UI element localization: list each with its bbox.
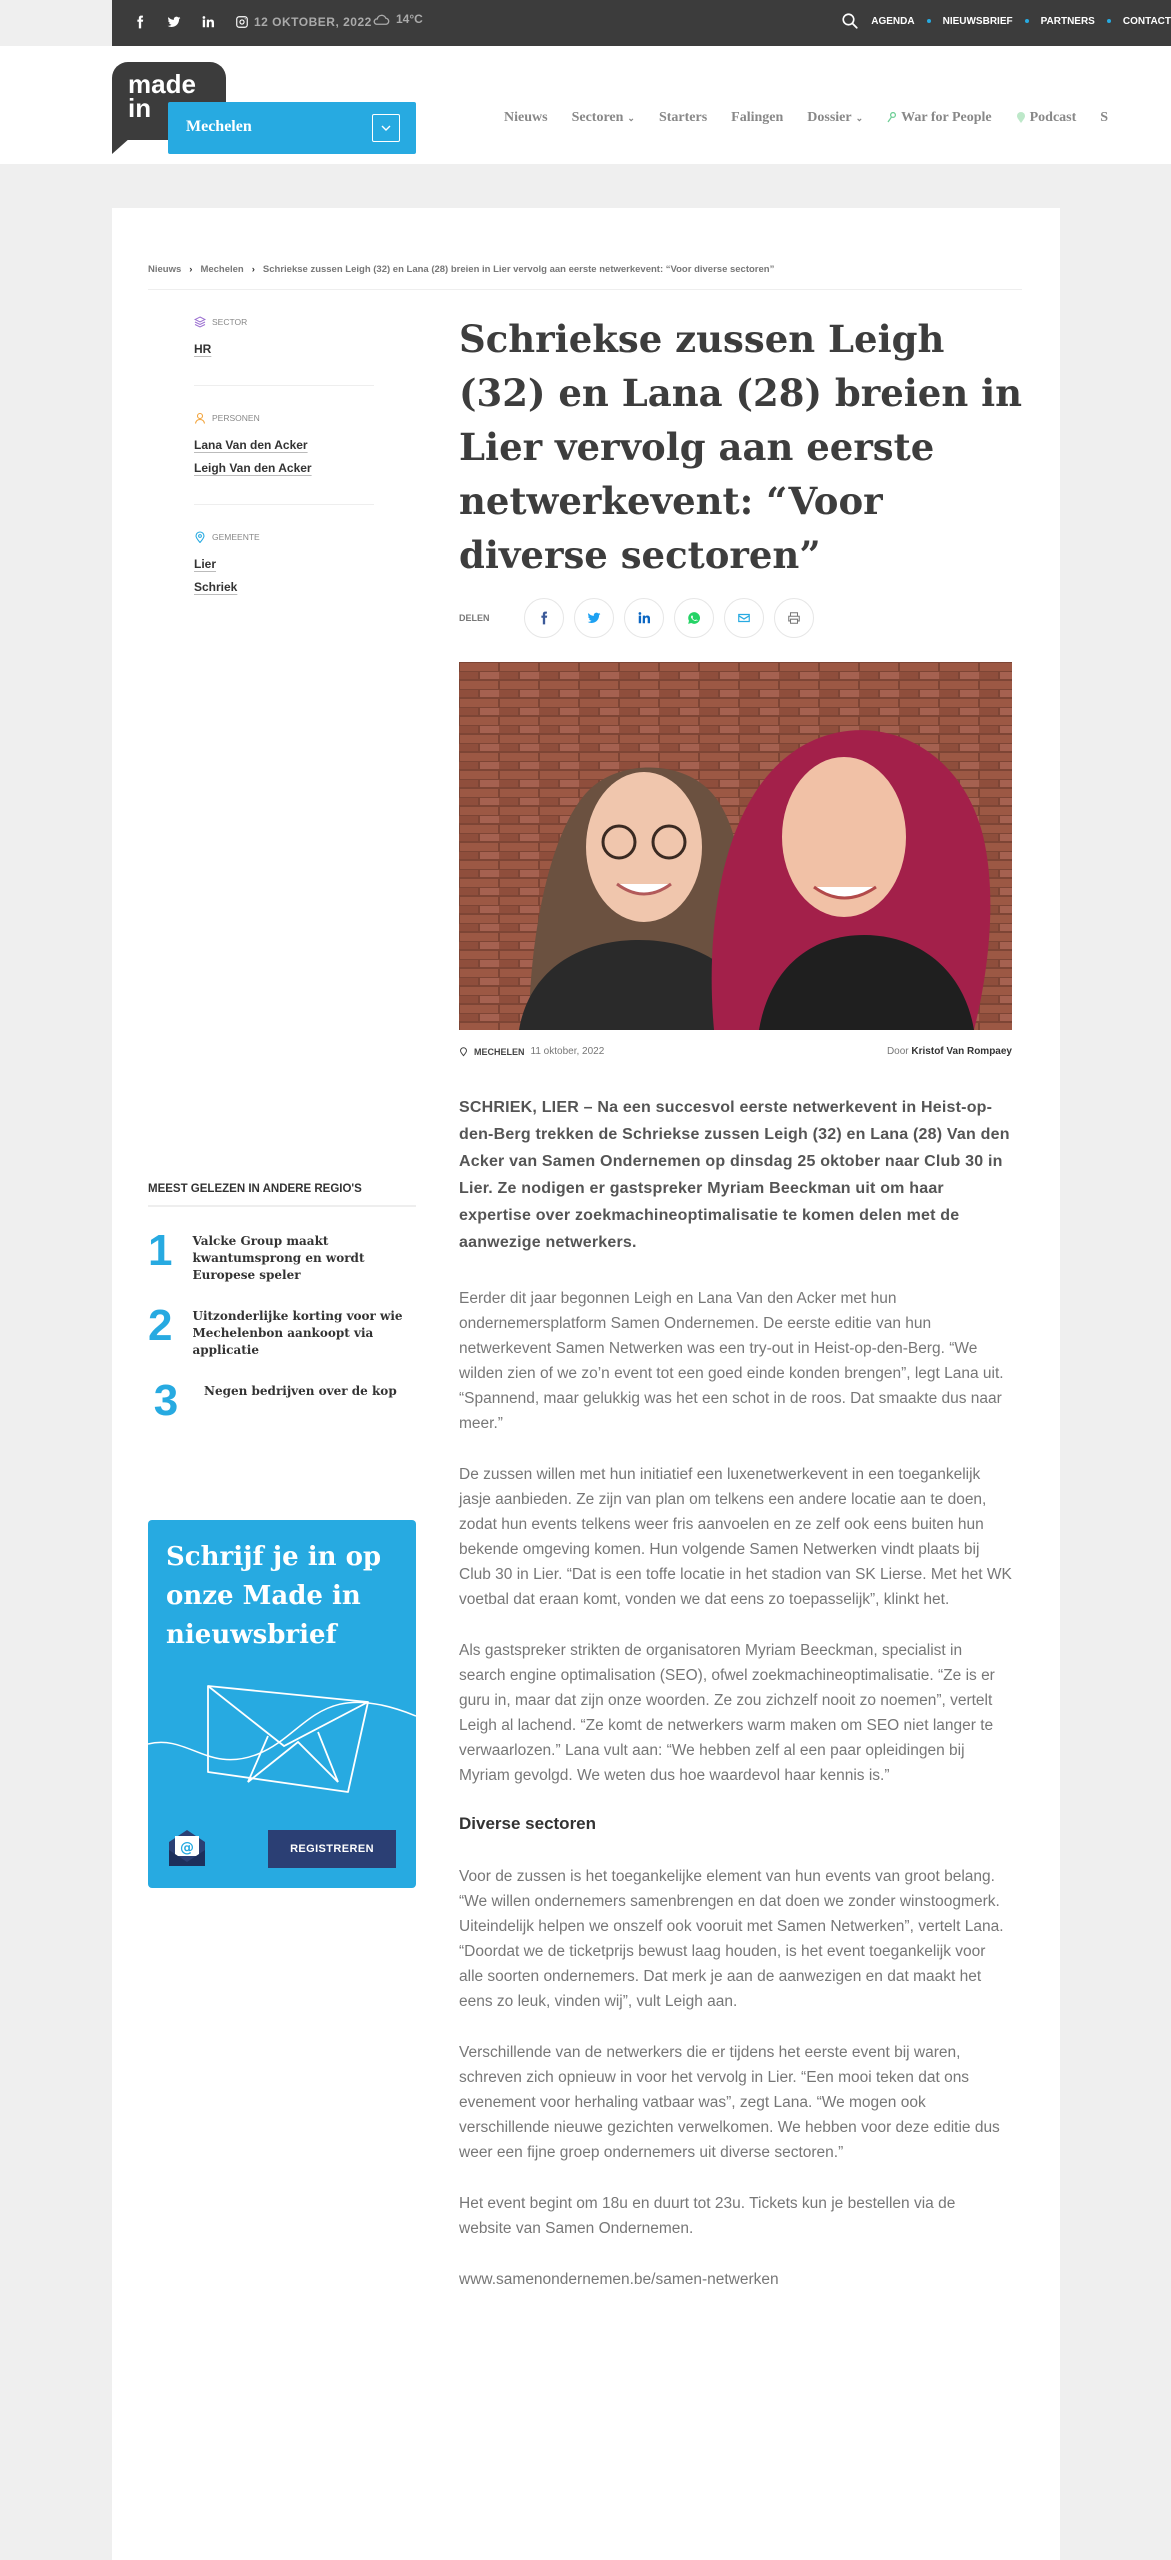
share-linkedin-button[interactable] — [624, 598, 664, 638]
share-twitter-button[interactable] — [574, 598, 614, 638]
most-read-number: 2 — [148, 1301, 173, 1350]
location-icon — [459, 1046, 468, 1057]
separator-dot — [927, 19, 931, 23]
partners-link[interactable]: PARTNERS — [1040, 15, 1095, 27]
article-paragraph: Het event begint om 18u en duurt tot 23u. Tickets kun je bestellen via de website van Samen Ondernemen. — [459, 2195, 956, 2237]
nieuwsbrief-link[interactable]: NIEUWSBRIEF — [942, 15, 1013, 27]
linkedin-icon[interactable] — [198, 12, 218, 32]
article-link[interactable]: www.samenondernemen.be/samen-netwerken — [459, 2271, 779, 2288]
pin-icon — [1016, 112, 1026, 124]
caption-date: 11 oktober, 2022 — [530, 1046, 605, 1057]
top-bar — [112, 0, 1171, 46]
twitter-icon[interactable] — [164, 12, 184, 32]
persons-label: PERSONEN — [212, 413, 260, 423]
temperature: 14°C — [396, 12, 423, 26]
cloud-icon — [372, 12, 390, 26]
social-links — [130, 12, 252, 32]
utility-nav — [841, 12, 1171, 30]
meta-municipality — [194, 531, 374, 623]
nav-sectoren-label: Sectoren — [571, 110, 624, 125]
newsletter-headline: Schrijf je in op onze Made in nieuwsbrief — [166, 1542, 382, 1650]
breadcrumb-home[interactable]: Nieuws — [148, 264, 182, 275]
nav-starters[interactable]: Starters — [658, 110, 708, 125]
article-paragraph: Als gastspreker strikten de organisatoren Myriam Beeckman, specialist in search engine optimalisation (SEO), ofwel zoekmachineoptimalisatie. “Ze is er guru in, maar dat zijn onze woorden. Ze zou zichzelf nooit zo noemen”, vertelt Leigh al lachend. “Ze komt de netwerkers warm maken om SEO niet langer te verwaarlozen.” Lana vult aan: “We hebben zelf al een paar opleidingen bij Myriam gevolgd. We weten dus hoe waardevol haar kennis is.” — [459, 1642, 995, 1784]
most-read-number: 3 — [153, 1376, 179, 1425]
chevron-down-icon: ⌄ — [855, 112, 864, 123]
most-read-item[interactable] — [148, 1226, 416, 1284]
caption-location[interactable]: MECHELEN — [474, 1046, 525, 1057]
share-label: DELEN — [459, 613, 490, 623]
print-icon — [787, 611, 801, 625]
article-body — [459, 1094, 1012, 2318]
person-link[interactable]: Lana Van den Acker — [194, 438, 308, 452]
municipality-label: GEMEENTE — [212, 532, 260, 542]
article-paragraph: Voor de zussen is het toegankelijke element van hun events van groot belang. “We willen ondernemers samenbrengen en dat doen we zonder winstoogmerk. Uiteindelijk helpen we onszelf ook vooruit met Samen Netwerken”, vertelt Lana. “Doordat we de ticketprijs bewust laag houden, is het event toegankelijk voor alle soorten ondernemers. Dat merk je aan de aanwezigen en dat maakt het eens zo leuk, vinden wij”, vult Leigh aan. — [459, 1868, 1004, 2010]
key-icon — [887, 112, 897, 124]
email-icon — [737, 611, 751, 625]
region-label: Mechelen — [186, 118, 252, 135]
most-read-title: Valcke Group maakt kwantumsprong en wordt Europese speler — [192, 1234, 365, 1282]
nav-sectoren[interactable] — [572, 110, 635, 126]
search-icon[interactable] — [841, 12, 859, 30]
article-photo — [459, 662, 1012, 1030]
article-meta — [194, 316, 374, 649]
region-selector[interactable] — [168, 102, 416, 154]
share-print-button[interactable] — [774, 598, 814, 638]
most-read-title: Uitzonderlijke korting voor wie Mechelenbon aankoopt via applicatie — [192, 1309, 403, 1357]
most-read-item[interactable] — [148, 1301, 416, 1359]
current-date: 12 OKTOBER, 2022 — [254, 15, 372, 29]
separator-dot — [1107, 19, 1111, 23]
instagram-icon[interactable] — [232, 12, 252, 32]
caption-author[interactable]: Kristof Van Rompaey — [911, 1046, 1012, 1057]
nav-war-for-people[interactable] — [887, 110, 991, 126]
article-paragraph: Eerder dit jaar begonnen Leigh en Lana Van den Acker met hun ondernemersplatform Samen Ondernemen. De eerste editie van hun netwerkevent Samen Netwerken was een try-out in Heist-op-den-Berg. “We wilden zien of we zo’n event tot een goed einde konden brengen”, legt Lana uit. “Spannend, maar gelukkig was het een schot in de roos. Dat smaakte dus naar meer.” — [459, 1290, 1004, 1432]
breadcrumb — [148, 264, 1022, 290]
sector-link[interactable]: HR — [194, 342, 212, 356]
article-paragraph: Verschillende van de netwerkers die er tijdens het eerste event bij waren, schreven zich opnieuw in voor het vervolg in Lier. “Een mooi teken dat ons evenement voor herhaling vatbaar was”, zegt Lana. “We mogen ook verschillende nieuwe gezichten verwelkomen. We hebben voor deze editie dus weer een fijne groep ondernemers uit diverse sectoren.” — [459, 2044, 1000, 2161]
nav-nieuws[interactable]: Nieuws — [504, 110, 548, 125]
municipality-link[interactable]: Schriek — [194, 580, 238, 594]
most-read — [148, 1183, 416, 1443]
article-photo-illustration — [459, 662, 1012, 1030]
mail-at-icon — [166, 1828, 208, 1868]
weather — [372, 12, 423, 26]
nav-dossier-label: Dossier — [807, 110, 852, 125]
whatsapp-icon — [687, 611, 701, 625]
contact-link[interactable]: CONTACT — [1122, 15, 1171, 27]
most-read-item[interactable] — [148, 1376, 416, 1425]
photo-caption — [459, 1046, 1012, 1057]
logo-line2: in — [128, 93, 152, 123]
person-icon — [194, 412, 206, 424]
twitter-icon — [587, 611, 601, 625]
facebook-icon[interactable] — [130, 12, 150, 32]
nav-more[interactable]: S — [1100, 110, 1109, 125]
share-email-button[interactable] — [724, 598, 764, 638]
meta-sector — [194, 316, 374, 386]
most-read-number: 1 — [148, 1226, 173, 1275]
meta-persons — [194, 412, 374, 505]
breadcrumb-current: Schriekse zussen Leigh (32) en Lana (28) breien in Lier vervolg aan eerste netwerkevent: “Voor diverse sectoren” — [262, 264, 775, 275]
share-facebook-button[interactable] — [524, 598, 564, 638]
article-title: Schriekse zussen Leigh (32) en Lana (28) breien in Lier vervolg aan eerste netwerkevent: “Voor diverse sectoren” — [459, 317, 1023, 577]
municipality-link[interactable]: Lier — [194, 557, 217, 571]
article-card — [112, 208, 1060, 2560]
register-button[interactable]: REGISTREREN — [268, 1830, 396, 1868]
most-read-heading: MEEST GELEZEN IN ANDERE REGIO'S — [148, 1183, 416, 1207]
envelope-illustration-icon — [148, 1666, 416, 1816]
location-icon — [194, 531, 206, 543]
caption-author-prefix: Door — [886, 1046, 909, 1057]
share-whatsapp-button[interactable] — [674, 598, 714, 638]
article-subheading: Diverse sectoren — [459, 1814, 597, 1833]
person-link[interactable]: Leigh Van den Acker — [194, 461, 312, 475]
agenda-link[interactable]: AGENDA — [871, 15, 915, 27]
chevron-down-icon: ⌄ — [627, 112, 635, 123]
svg-text:@: @ — [180, 1840, 194, 1856]
article-paragraph: De zussen willen met hun initiatief een luxenetwerkevent in een toegankelijk jasje aanbieden. Ze zijn van plan om telkens een andere locatie aan te doen, zodat hun events telkens weer fris aanvoelen en ze zelf ook eens buiten hun bekende omgeving komen. Hun volgende Samen Netwerken vindt plaats bij Club 30 in Lier. “Dat is een toffe locatie in het stadion van SK Lierse. Met het WK voetbal dat eraan komt, vonden we dat eens zo toepasselijk”, klinkt het. — [459, 1466, 1012, 1608]
facebook-icon — [537, 611, 551, 625]
breadcrumb-separator: › — [189, 264, 193, 275]
nav-falingen[interactable]: Falingen — [731, 110, 784, 125]
newsletter-box — [148, 1520, 416, 1888]
most-read-title: Negen bedrijven over de kop — [204, 1384, 397, 1398]
logo-line1: made — [128, 69, 196, 99]
nav-podcast[interactable] — [1016, 110, 1077, 126]
linkedin-icon — [637, 611, 651, 625]
sector-label: SECTOR — [212, 317, 248, 327]
share-bar — [459, 598, 814, 638]
nav-dossier[interactable] — [807, 110, 863, 126]
main-nav — [504, 110, 1132, 126]
article-lead: SCHRIEK, LIER – Na een succesvol eerste netwerkevent in Heist-op-den-Berg trekken de Schriekse zussen Leigh (32) en Lana (28) Van den Acker van Samen Ondernemen op dinsdag 25 oktober naar Club 30 in Lier. Ze nodigen er gastspreker Myriam Beeckman uit om haar expertise over zoekmachineoptimalisatie te komen delen met de aanwezige netwerkers. — [459, 1099, 1010, 1251]
nav-podcast-label: Podcast — [1029, 110, 1077, 125]
chevron-down-icon[interactable] — [372, 114, 400, 142]
separator-dot — [1025, 19, 1029, 23]
site-header — [0, 46, 1171, 164]
breadcrumb-region[interactable]: Mechelen — [200, 264, 244, 275]
nav-war-label: War for People — [901, 110, 992, 125]
breadcrumb-separator: › — [251, 264, 255, 275]
layers-icon — [194, 316, 206, 328]
